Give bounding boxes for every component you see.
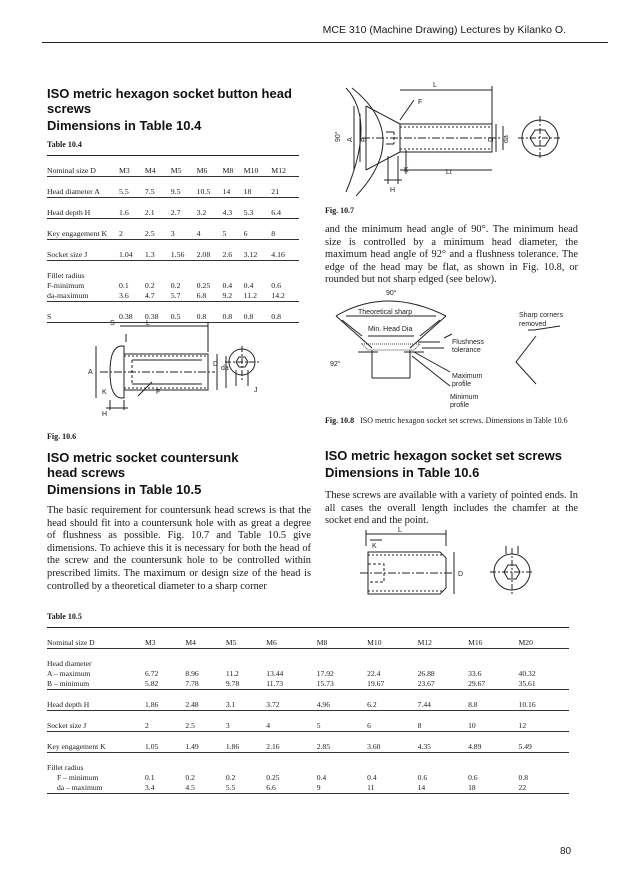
figure-caption: Fig. 10.7 [325,206,355,215]
section-countersunk [47,450,309,497]
section-title: ISO metric hexagon socket set screws [325,448,562,463]
table-row: F – minimum 0.1 0.2 0.2 0.25 0.4 0.4 0.6 0.6 0.8 [57,773,529,782]
table-row: Head diameter [47,659,92,668]
table-row: Socket size J 2 2.5 3 4 5 6 8 10 12 [47,721,569,732]
label-H: H [102,411,108,418]
label-K: K [102,389,107,396]
section-title: ISO metric hexagon socket button head screws [47,86,292,116]
paragraph: The basic requirement for countersunk head screws is that the head should fit into a countersunk hole with as great a degree of flushness as possible. Fig. 10.7 and Table 10.5 give dimensions. To achieve this it is necessary for both the head of the screw and the countersunk hole to be controlled within prescribed limits. The maximum or design size of the head is controlled by a theoretical diameter to a sharp corner [47,505,311,592]
label-removed: removed [519,321,547,328]
label-A: A [347,137,354,142]
label-F: F [156,389,161,396]
table-row: Nominal size D M3 M4 M5 M6 M8 M10 M12 M16 M20 [47,638,569,649]
running-head: MCE 310 (Machine Drawing) Lectures by Kilanko O. [322,24,566,36]
table-row: Head depth H 1.6 2.1 2.7 3.2 4.3 5.3 6.4 [47,208,299,219]
label-B: B [361,137,368,142]
table-row: Head depth H 1.86 2.48 3.1 3.72 4.96 6.2 7.44 8.8 10.16 [47,700,569,711]
table-top-rule [47,155,299,156]
paragraph: and the minimum head angle of 90°. The minimum head size is controlled by a minimum head diameter, the maximum head angle of 92° and a flushness tolerance. The edge of the head may be flat, as shown in Fig. 10.8, or rounded but not sharp edged (see below). [325,224,578,286]
label-min-head-dia: Min. Head Dia [368,326,413,333]
label-K: K [372,543,377,550]
figure-10-8-drawing [322,286,580,410]
table-row: S 0.38 0.38 0.5 0.8 0.8 0.8 0.8 [47,312,299,323]
figure-caption: Fig. 10.6 [47,432,77,441]
label-L: L [146,320,150,327]
section-subtitle: Dimensions in Table 10.5 [47,482,202,497]
table-row: Fillet radius [47,763,84,772]
table-row: A – maximum 6.72 8.96 11.2 13.44 17.92 22.4 26.88 33.6 40.32 [47,669,536,678]
label-D: D [458,571,464,578]
label-maximum-profile-2: profile [452,381,472,388]
table-row: F-minimum 0.1 0.2 0.2 0.25 0.4 0.4 0.6 [47,281,282,290]
label-D: D [213,361,219,368]
table-row: da-maximum 3.6 4.7 5.7 6.8 9.2 11.2 14.2 [47,291,299,302]
label-Lt: Lt [446,169,452,176]
label-minimum-profile: Minimum [450,394,479,401]
label-theoretical-sharp: Theoretical sharp [358,309,413,316]
paragraph: These screws are available with a variety of pointed ends. In all cases the overall length includes the chamfer at the socket end and the point. [325,490,578,527]
label-F: F [418,99,423,106]
label-S: S [110,320,115,327]
table-row: Key engagement K 1.05 1.49 1.86 2.16 2.85 3.60 4.35 4.89 5.49 [47,742,569,753]
table-row: Socket size J 1.04 1.3 1.56 2.08 2.6 3.12 4.16 [47,250,299,261]
set-screw-drawing [360,526,560,598]
page-number: 80 [560,846,572,857]
section-title: ISO metric socket countersunk head screws [47,450,239,480]
label-H: H [390,187,396,194]
header-rule [42,42,608,43]
label-flushness: Flushness [452,339,484,346]
figure-10-7-drawing [322,80,570,200]
label-angle-90: 90° [386,290,397,297]
label-K: K [404,167,409,174]
label-tolerance: tolerance [452,347,481,354]
label-D: D [488,136,495,142]
section-button-head [47,86,309,133]
section-set-screws [325,448,587,480]
section-subtitle: Dimensions in Table 10.4 [47,118,202,133]
label-minimum-profile-2: profile [450,402,470,409]
label-da: da [221,365,229,372]
table-row: Head diameter A 5.5 7.5 9.5 10.5 14 18 21 [47,187,299,198]
table-row: Key engagement K 2 2.5 3 4 5 6 8 [47,229,299,240]
figure-10-6-drawing [80,316,300,420]
table-row: Nominal size D M3 M4 M5 M6 M8 M10 M12 [47,166,299,177]
table-10-5 [47,612,569,794]
label-A: A [88,369,93,376]
table-10-4 [47,140,299,323]
figure-caption: Fig. 10.8 ISO metric hexagon socket set screws. Dimensions in Table 10.6 [325,416,568,425]
table-row: Fillet radius [47,271,85,280]
label-L: L [398,527,402,534]
label-angle-92: 92° [330,361,341,368]
label-angle: 90° [335,131,342,142]
label-maximum-profile: Maximum [452,373,483,380]
label-J: J [254,387,258,394]
label-L: L [433,82,437,89]
table-row: da – maximum 3.4 4.5 5.5 6.6 9 11 14 18 22 [47,783,569,794]
label-sharp-corners: Sharp corners [519,312,563,319]
section-subtitle: Dimensions in Table 10.6 [325,465,480,480]
table-caption: Table 10.5 [47,612,82,621]
table-top-rule [47,627,569,628]
table-caption: Table 10.4 [47,140,82,149]
table-row: B – minimum 5.82 7.78 9.78 11.73 15.73 19.67 23.67 29.67 35.61 [47,679,569,690]
label-da: da [503,135,510,143]
